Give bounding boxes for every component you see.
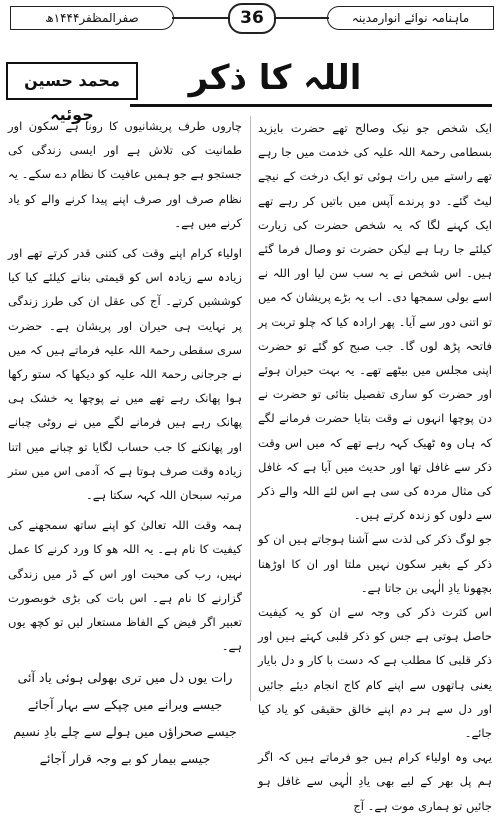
paragraph: اس کثرت ذکر کی وجہ سے ان کو یہ کیفیت حاصل ہوتی ہے جس کو ذکر قلبی کہتے ہیں اور ذکر قلبی کا مطلب ہے کہ دست با کار و دل بایار یعنی ہاتھوں سے اپنے کام کاج انجام دیئے جائیں اور دل سے ہر دم اپنے خالق حقیقی کو یاد کیا جائے۔: [258, 605, 492, 741]
paragraph: ایک شخص جو نیک وصالح تھے حضرت بایزید بسطامی رحمۃ اللہ علیہ کی خدمت میں جا رہے تھے راستے میں رات ہوئی تو ایک درخت کے نیچے لیٹ گئے۔ دو پرندے آپس میں باتیں کر رہے تھے ایک کہنے لگا کہ یہ شخص حضرت کی زیارت کیلئے جا رہا ہے لیکن حضرت تو وصال فرما گئے ہیں۔ اس شخص نے یہ سب سن لیا اور اللہ نے اسے بولی سمجھا دی۔ اب یہ بڑے پریشان کہ میں تو اتنی دور سے آیا۔ پھر ارادہ کیا کہ چلو تربت پر فاتحہ پڑھ لوں گا۔ جب صبح کو گئے تو حضرت اپنی مجلس میں بیٹھے تھے۔ یہ بہت حیران ہوئے اور حضرت کو ساری تفصیل بتائی تو حضرت نے دن پوچھا انہوں نے وقت بتایا حضرت فرمانے لگے کہ ہاں وہ ٹھیک کہہ رہے تھے کہ میں اس وقت ذکر سے غافل تھا اور حدیث میں آیا ہے کہ غافل کی مثال مردہ کی سی ہے اس لئے اللہ والے ذکر سے دلوں کو زندہ کرتے ہیں۔: [258, 121, 492, 523]
poem: [8, 664, 242, 772]
paragraph: ہمہ وقت اللہ تعالیٰ کو اپنے ساتھ سمجھنے کی کیفیت کا نام ہے۔ یہ اللہ ھو کا ورد کرنے کا عمل نہیں، رب کی محبت اور اس کے ڈر میں زندگی گزارنے کا نام ہے۔ اس بات کی بڑی خوبصورت تعبیر اگر فیض کے الفاظ مستعار لیں تو کچھ یوں ہے۔: [8, 518, 242, 654]
paragraph: جو لوگ ذکر کی لذت سے آشنا ہوجاتے ہیں ان کو ذکر کے بغیر سکون نہیں ملتا اور ان کا اوڑھنا بچھونا یادِ الٰہی بن جاتا ہے۔: [258, 532, 492, 595]
magazine-name: ماہنامہ نوائے انوارمدینہ: [327, 6, 494, 30]
header-rule-right: [272, 17, 329, 19]
header-rule-left: [172, 17, 228, 19]
poem-line: رات یوں دل میں تری بھولی ہوئی یاد آئی: [17, 670, 233, 686]
issue-date: صفرالمظفر۱۴۴۴ھ: [10, 6, 174, 30]
column-divider: [250, 116, 251, 701]
poem-line: جیسے ویرانے میں چپکے سے بہار آجائے: [27, 697, 223, 713]
page-number: 36: [228, 3, 276, 34]
paragraph: چاروں طرف پریشانیوں کا رونا ہے سکون اور طمانیت کی تلاش ہے اور ایسی زندگی کی جستجو ہے جو ہمیں عافیت کا نظام دے سکے۔ یہ نظام صرف اور صرف اپنے پیدا کرنے والے کو یاد کرنے میں ہے۔: [8, 119, 242, 230]
article-title: اللہ کا ذکر: [188, 58, 362, 98]
paragraph: یہی وہ اولیاء کرام ہیں جو فرماتے ہیں کہ اگر ہم پل بھر کے لیے بھی یادِ الٰہی سے غافل ہو جائیں تو ہماری موت ہے۔ آج: [258, 750, 492, 813]
poem-line: جیسے صحراؤں میں ہولے سے چلے بادِ نسیم: [13, 724, 237, 740]
page-header: [0, 0, 500, 34]
poem-line: جیسے بیمار کو بے وجہ قرار آجائے: [39, 751, 211, 767]
author-name: محمد حسین جوئیہ: [6, 62, 138, 100]
left-column: [8, 114, 242, 772]
title-underline: [130, 104, 492, 107]
paragraph: اولیاء کرام اپنے وقت کی کتنی قدر کرتے تھے اور زیادہ سے زیادہ اس کو قیمتی بنانے کیلئے کیا کیا کوششیں کرتے۔ آج کی عقل ان کی طرز زندگی پر نہایت ہی حیران اور پریشان ہے۔ حضرت سری سقطی رحمۃ اللہ علیہ فرماتے ہیں کہ میں نے جرجانی رحمۃ اللہ علیہ کو دیکھا کہ ستو رکھا ہوا پھانک رہے تھے میں نے پوچھا یہ خشک ہی پھانک رہے ہیں فرمانے لگے میں نے روٹی چبانے اور پھانکنے کا جب حساب لگایا تو چبانے میں اتنا زیادہ وقت صرف ہوتا ہے کہ آدمی اس میں ستر مرتبہ سبحان اللہ کہہ سکتا ہے۔: [8, 246, 242, 503]
right-column: [258, 116, 492, 818]
